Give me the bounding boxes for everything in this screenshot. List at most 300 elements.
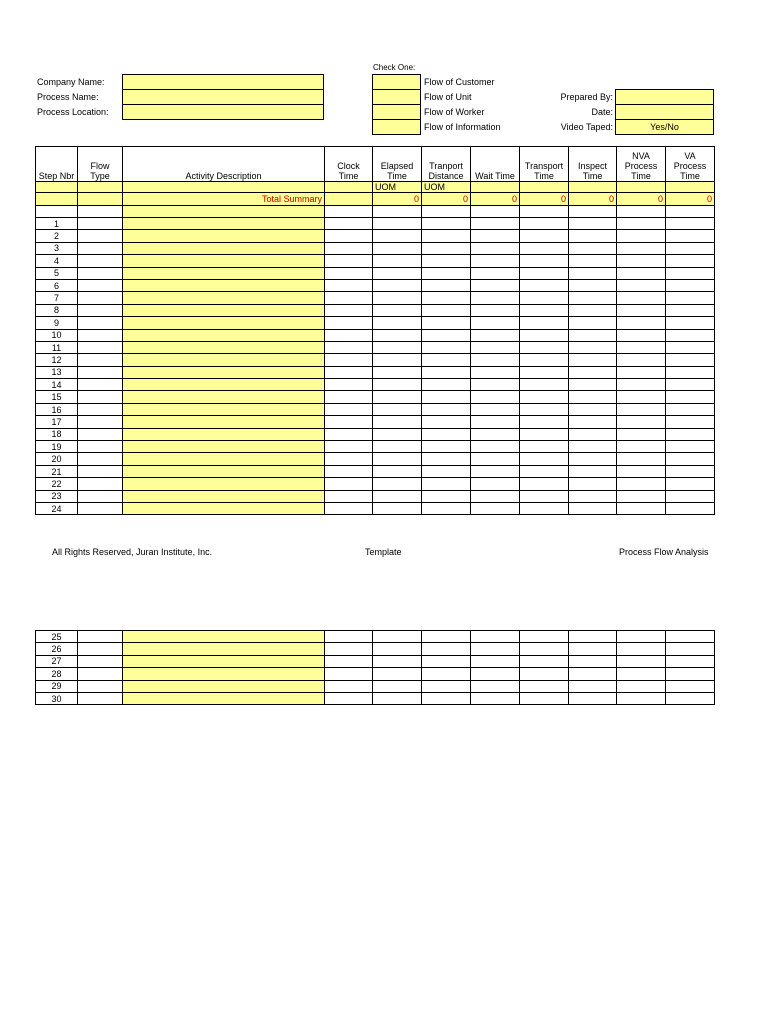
table-cell[interactable] [325, 366, 373, 378]
table-cell[interactable] [422, 317, 471, 329]
table-cell[interactable] [617, 668, 666, 680]
step-number-cell[interactable]: 22 [36, 478, 78, 490]
table-cell[interactable] [471, 292, 520, 304]
table-cell[interactable] [78, 631, 123, 643]
table-cell[interactable] [666, 267, 715, 279]
table-cell[interactable] [569, 317, 617, 329]
table-cell[interactable] [422, 668, 471, 680]
table-cell[interactable] [520, 317, 569, 329]
cell[interactable] [569, 182, 617, 193]
activity-description-cell[interactable] [123, 465, 325, 477]
table-cell[interactable] [617, 692, 666, 704]
uom-distance-cell[interactable]: UOM [422, 182, 471, 193]
table-cell[interactable] [520, 329, 569, 341]
table-cell[interactable] [666, 692, 715, 704]
step-number-cell[interactable]: 23 [36, 490, 78, 502]
cell[interactable] [471, 206, 520, 218]
table-cell[interactable] [373, 453, 422, 465]
table-cell[interactable] [325, 279, 373, 291]
table-cell[interactable] [78, 453, 123, 465]
flow-customer-checkbox[interactable] [372, 74, 421, 90]
activity-description-cell[interactable] [123, 292, 325, 304]
table-cell[interactable] [422, 416, 471, 428]
table-cell[interactable] [666, 416, 715, 428]
table-cell[interactable] [422, 255, 471, 267]
cell[interactable] [123, 182, 325, 193]
table-cell[interactable] [422, 242, 471, 254]
table-cell[interactable] [373, 692, 422, 704]
table-cell[interactable] [78, 478, 123, 490]
table-cell[interactable] [520, 416, 569, 428]
table-cell[interactable] [325, 502, 373, 514]
table-cell[interactable] [471, 453, 520, 465]
table-cell[interactable] [617, 391, 666, 403]
table-cell[interactable] [471, 631, 520, 643]
table-cell[interactable] [617, 279, 666, 291]
table-cell[interactable] [471, 304, 520, 316]
table-cell[interactable] [325, 218, 373, 230]
table-cell[interactable] [520, 242, 569, 254]
table-cell[interactable] [617, 453, 666, 465]
table-cell[interactable] [471, 341, 520, 353]
table-cell[interactable] [325, 354, 373, 366]
table-cell[interactable] [520, 255, 569, 267]
table-cell[interactable] [520, 643, 569, 655]
table-cell[interactable] [617, 329, 666, 341]
table-cell[interactable] [325, 416, 373, 428]
table-cell[interactable] [471, 668, 520, 680]
table-cell[interactable] [617, 465, 666, 477]
table-cell[interactable] [569, 643, 617, 655]
table-cell[interactable] [373, 230, 422, 242]
table-cell[interactable] [78, 403, 123, 415]
table-cell[interactable] [617, 255, 666, 267]
table-cell[interactable] [617, 441, 666, 453]
table-cell[interactable] [373, 502, 422, 514]
table-cell[interactable] [78, 391, 123, 403]
table-cell[interactable] [422, 304, 471, 316]
activity-description-cell[interactable] [123, 428, 325, 440]
prepared-by-field[interactable] [615, 89, 714, 105]
cell[interactable] [666, 206, 715, 218]
table-cell[interactable] [373, 255, 422, 267]
cell[interactable] [569, 206, 617, 218]
table-cell[interactable] [471, 502, 520, 514]
step-number-cell[interactable]: 14 [36, 379, 78, 391]
table-cell[interactable] [422, 379, 471, 391]
step-number-cell[interactable]: 27 [36, 655, 78, 667]
activity-description-cell[interactable] [123, 692, 325, 704]
step-number-cell[interactable]: 21 [36, 465, 78, 477]
cell[interactable] [520, 206, 569, 218]
table-cell[interactable] [569, 453, 617, 465]
table-cell[interactable] [78, 668, 123, 680]
table-cell[interactable] [617, 403, 666, 415]
table-cell[interactable] [78, 416, 123, 428]
table-cell[interactable] [471, 465, 520, 477]
step-number-cell[interactable]: 16 [36, 403, 78, 415]
table-cell[interactable] [569, 403, 617, 415]
table-cell[interactable] [617, 655, 666, 667]
table-cell[interactable] [666, 329, 715, 341]
table-cell[interactable] [666, 478, 715, 490]
table-cell[interactable] [471, 441, 520, 453]
table-cell[interactable] [373, 465, 422, 477]
table-cell[interactable] [569, 354, 617, 366]
table-cell[interactable] [78, 379, 123, 391]
step-number-cell[interactable]: 4 [36, 255, 78, 267]
table-cell[interactable] [520, 341, 569, 353]
table-cell[interactable] [471, 478, 520, 490]
table-cell[interactable] [569, 267, 617, 279]
table-cell[interactable] [422, 502, 471, 514]
table-cell[interactable] [325, 453, 373, 465]
table-cell[interactable] [520, 692, 569, 704]
table-cell[interactable] [520, 292, 569, 304]
step-number-cell[interactable]: 8 [36, 304, 78, 316]
video-taped-field[interactable]: Yes/No [615, 119, 714, 135]
table-cell[interactable] [471, 242, 520, 254]
table-cell[interactable] [666, 218, 715, 230]
table-cell[interactable] [617, 643, 666, 655]
step-number-cell[interactable]: 11 [36, 341, 78, 353]
table-cell[interactable] [520, 680, 569, 692]
step-number-cell[interactable]: 12 [36, 354, 78, 366]
table-cell[interactable] [78, 354, 123, 366]
table-cell[interactable] [373, 428, 422, 440]
table-cell[interactable] [666, 631, 715, 643]
table-cell[interactable] [422, 403, 471, 415]
table-cell[interactable] [78, 292, 123, 304]
table-cell[interactable] [666, 680, 715, 692]
table-cell[interactable] [422, 341, 471, 353]
table-cell[interactable] [520, 279, 569, 291]
table-cell[interactable] [617, 304, 666, 316]
table-cell[interactable] [422, 490, 471, 502]
activity-description-cell[interactable] [123, 403, 325, 415]
flow-unit-checkbox[interactable] [372, 89, 421, 105]
table-cell[interactable] [520, 465, 569, 477]
table-cell[interactable] [569, 379, 617, 391]
table-cell[interactable] [422, 453, 471, 465]
step-number-cell[interactable]: 15 [36, 391, 78, 403]
table-cell[interactable] [78, 317, 123, 329]
table-cell[interactable] [78, 490, 123, 502]
table-cell[interactable] [325, 403, 373, 415]
table-cell[interactable] [569, 391, 617, 403]
step-number-cell[interactable]: 26 [36, 643, 78, 655]
table-cell[interactable] [325, 643, 373, 655]
activity-description-cell[interactable] [123, 631, 325, 643]
table-cell[interactable] [666, 391, 715, 403]
table-cell[interactable] [666, 242, 715, 254]
activity-description-cell[interactable] [123, 502, 325, 514]
table-cell[interactable] [471, 279, 520, 291]
table-cell[interactable] [666, 403, 715, 415]
activity-description-cell[interactable] [123, 490, 325, 502]
table-cell[interactable] [569, 230, 617, 242]
table-cell[interactable] [617, 478, 666, 490]
table-cell[interactable] [569, 478, 617, 490]
table-cell[interactable] [569, 692, 617, 704]
table-cell[interactable] [373, 416, 422, 428]
cell[interactable] [78, 206, 123, 218]
table-cell[interactable] [569, 668, 617, 680]
cell[interactable] [325, 206, 373, 218]
table-cell[interactable] [520, 478, 569, 490]
table-cell[interactable] [373, 366, 422, 378]
table-cell[interactable] [471, 329, 520, 341]
activity-description-cell[interactable] [123, 230, 325, 242]
table-cell[interactable] [666, 230, 715, 242]
table-cell[interactable] [325, 655, 373, 667]
table-cell[interactable] [373, 490, 422, 502]
table-cell[interactable] [422, 680, 471, 692]
table-cell[interactable] [422, 391, 471, 403]
cell[interactable] [617, 182, 666, 193]
table-cell[interactable] [666, 453, 715, 465]
activity-description-cell[interactable] [123, 680, 325, 692]
table-cell[interactable] [520, 304, 569, 316]
table-cell[interactable] [569, 416, 617, 428]
table-cell[interactable] [422, 218, 471, 230]
table-cell[interactable] [520, 655, 569, 667]
activity-description-cell[interactable] [123, 317, 325, 329]
table-cell[interactable] [569, 292, 617, 304]
activity-description-cell[interactable] [123, 329, 325, 341]
table-cell[interactable] [373, 441, 422, 453]
table-cell[interactable] [666, 643, 715, 655]
table-cell[interactable] [373, 655, 422, 667]
cell[interactable] [78, 182, 123, 193]
table-cell[interactable] [471, 643, 520, 655]
table-cell[interactable] [325, 391, 373, 403]
activity-description-cell[interactable] [123, 341, 325, 353]
cell[interactable] [617, 206, 666, 218]
activity-description-cell[interactable] [123, 655, 325, 667]
table-cell[interactable] [569, 490, 617, 502]
table-cell[interactable] [617, 366, 666, 378]
table-cell[interactable] [471, 680, 520, 692]
cell[interactable] [325, 182, 373, 193]
cell[interactable] [123, 206, 325, 218]
table-cell[interactable] [617, 242, 666, 254]
table-cell[interactable] [471, 230, 520, 242]
table-cell[interactable] [666, 354, 715, 366]
activity-description-cell[interactable] [123, 279, 325, 291]
table-cell[interactable] [373, 478, 422, 490]
table-cell[interactable] [666, 317, 715, 329]
table-cell[interactable] [373, 643, 422, 655]
table-cell[interactable] [373, 317, 422, 329]
activity-description-cell[interactable] [123, 668, 325, 680]
table-cell[interactable] [422, 329, 471, 341]
table-cell[interactable] [78, 279, 123, 291]
table-cell[interactable] [617, 680, 666, 692]
table-cell[interactable] [373, 218, 422, 230]
table-cell[interactable] [325, 465, 373, 477]
activity-description-cell[interactable] [123, 441, 325, 453]
table-cell[interactable] [520, 668, 569, 680]
table-cell[interactable] [471, 403, 520, 415]
step-number-cell[interactable]: 5 [36, 267, 78, 279]
table-cell[interactable] [666, 502, 715, 514]
table-cell[interactable] [78, 643, 123, 655]
table-cell[interactable] [422, 478, 471, 490]
table-cell[interactable] [471, 255, 520, 267]
cell[interactable] [422, 206, 471, 218]
table-cell[interactable] [569, 279, 617, 291]
table-cell[interactable] [78, 255, 123, 267]
table-cell[interactable] [569, 304, 617, 316]
table-cell[interactable] [666, 279, 715, 291]
table-cell[interactable] [373, 631, 422, 643]
table-cell[interactable] [78, 366, 123, 378]
table-cell[interactable] [78, 329, 123, 341]
table-cell[interactable] [325, 304, 373, 316]
step-number-cell[interactable]: 24 [36, 502, 78, 514]
cell[interactable] [373, 206, 422, 218]
table-cell[interactable] [617, 490, 666, 502]
table-cell[interactable] [471, 366, 520, 378]
table-cell[interactable] [422, 643, 471, 655]
table-cell[interactable] [569, 242, 617, 254]
table-cell[interactable] [325, 341, 373, 353]
table-cell[interactable] [569, 441, 617, 453]
table-cell[interactable] [325, 317, 373, 329]
table-cell[interactable] [520, 490, 569, 502]
date-field[interactable] [615, 104, 714, 120]
step-number-cell[interactable]: 7 [36, 292, 78, 304]
step-number-cell[interactable]: 28 [36, 668, 78, 680]
table-cell[interactable] [373, 379, 422, 391]
table-cell[interactable] [325, 490, 373, 502]
table-cell[interactable] [666, 366, 715, 378]
table-cell[interactable] [373, 329, 422, 341]
table-cell[interactable] [422, 279, 471, 291]
table-cell[interactable] [373, 242, 422, 254]
table-cell[interactable] [422, 292, 471, 304]
activity-description-cell[interactable] [123, 379, 325, 391]
cell[interactable] [666, 182, 715, 193]
table-cell[interactable] [617, 416, 666, 428]
table-cell[interactable] [569, 680, 617, 692]
table-cell[interactable] [78, 680, 123, 692]
table-cell[interactable] [569, 255, 617, 267]
table-cell[interactable] [666, 668, 715, 680]
table-cell[interactable] [325, 379, 373, 391]
table-cell[interactable] [373, 279, 422, 291]
table-cell[interactable] [78, 502, 123, 514]
table-cell[interactable] [617, 292, 666, 304]
table-cell[interactable] [325, 692, 373, 704]
table-cell[interactable] [471, 267, 520, 279]
table-cell[interactable] [325, 329, 373, 341]
activity-description-cell[interactable] [123, 304, 325, 316]
table-cell[interactable] [471, 490, 520, 502]
cell[interactable] [36, 206, 78, 218]
table-cell[interactable] [666, 428, 715, 440]
table-cell[interactable] [471, 354, 520, 366]
table-cell[interactable] [617, 317, 666, 329]
table-cell[interactable] [325, 441, 373, 453]
table-cell[interactable] [617, 354, 666, 366]
activity-description-cell[interactable] [123, 366, 325, 378]
table-cell[interactable] [520, 428, 569, 440]
table-cell[interactable] [471, 416, 520, 428]
table-cell[interactable] [78, 655, 123, 667]
table-cell[interactable] [569, 465, 617, 477]
table-cell[interactable] [471, 428, 520, 440]
table-cell[interactable] [422, 655, 471, 667]
table-cell[interactable] [373, 680, 422, 692]
table-cell[interactable] [666, 341, 715, 353]
step-number-cell[interactable]: 17 [36, 416, 78, 428]
table-cell[interactable] [325, 230, 373, 242]
table-cell[interactable] [422, 230, 471, 242]
table-cell[interactable] [520, 354, 569, 366]
table-cell[interactable] [666, 465, 715, 477]
table-cell[interactable] [520, 502, 569, 514]
table-cell[interactable] [520, 230, 569, 242]
step-number-cell[interactable]: 18 [36, 428, 78, 440]
table-cell[interactable] [325, 631, 373, 643]
table-cell[interactable] [666, 379, 715, 391]
activity-description-cell[interactable] [123, 255, 325, 267]
table-cell[interactable] [78, 692, 123, 704]
step-number-cell[interactable]: 6 [36, 279, 78, 291]
table-cell[interactable] [569, 329, 617, 341]
step-number-cell[interactable]: 13 [36, 366, 78, 378]
table-cell[interactable] [666, 655, 715, 667]
table-cell[interactable] [422, 692, 471, 704]
step-number-cell[interactable]: 20 [36, 453, 78, 465]
table-cell[interactable] [471, 379, 520, 391]
table-cell[interactable] [520, 267, 569, 279]
table-cell[interactable] [325, 668, 373, 680]
table-cell[interactable] [422, 441, 471, 453]
table-cell[interactable] [78, 230, 123, 242]
table-cell[interactable] [569, 502, 617, 514]
table-cell[interactable] [520, 441, 569, 453]
table-cell[interactable] [373, 304, 422, 316]
table-cell[interactable] [422, 631, 471, 643]
table-cell[interactable] [78, 465, 123, 477]
table-cell[interactable] [569, 631, 617, 643]
step-number-cell[interactable]: 30 [36, 692, 78, 704]
step-number-cell[interactable]: 29 [36, 680, 78, 692]
step-number-cell[interactable]: 3 [36, 242, 78, 254]
table-cell[interactable] [78, 441, 123, 453]
step-number-cell[interactable]: 10 [36, 329, 78, 341]
table-cell[interactable] [373, 354, 422, 366]
table-cell[interactable] [617, 379, 666, 391]
uom-elapsed-cell[interactable]: UOM [373, 182, 422, 193]
table-cell[interactable] [78, 304, 123, 316]
table-cell[interactable] [617, 218, 666, 230]
step-number-cell[interactable]: 19 [36, 441, 78, 453]
table-cell[interactable] [325, 428, 373, 440]
table-cell[interactable] [569, 218, 617, 230]
table-cell[interactable] [569, 366, 617, 378]
table-cell[interactable] [471, 218, 520, 230]
table-cell[interactable] [520, 218, 569, 230]
table-cell[interactable] [569, 428, 617, 440]
table-cell[interactable] [617, 428, 666, 440]
table-cell[interactable] [373, 292, 422, 304]
table-cell[interactable] [471, 317, 520, 329]
table-cell[interactable] [78, 218, 123, 230]
